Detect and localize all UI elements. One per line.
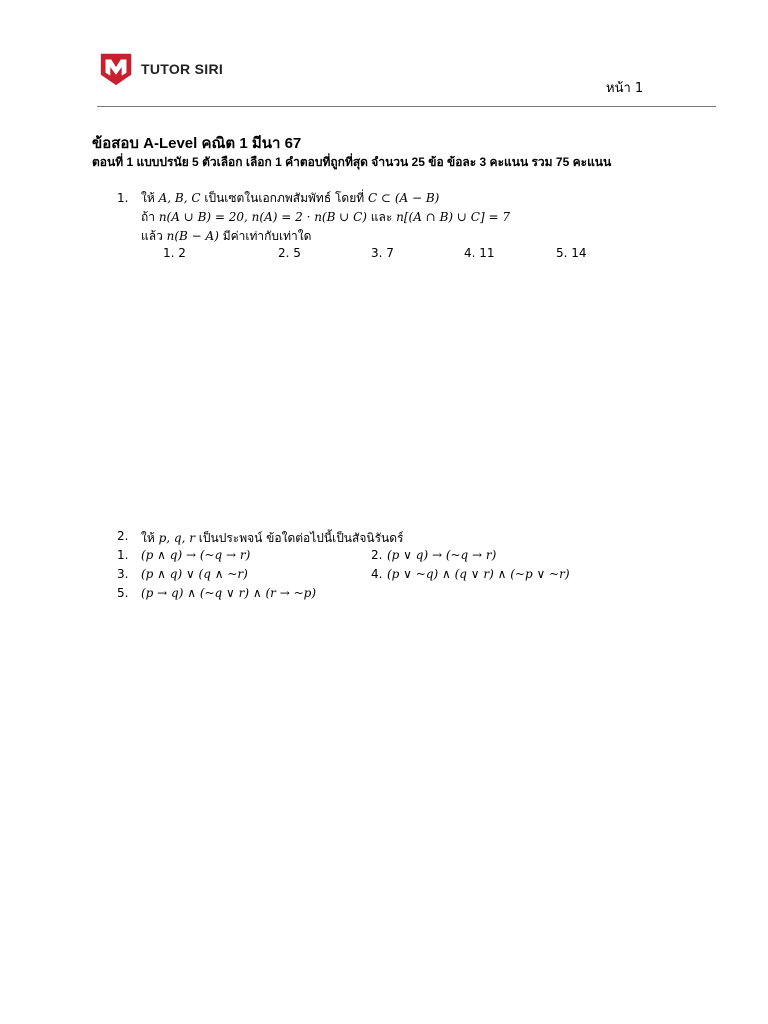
page-number: หน้า 1 [606,81,644,96]
q2-choice-5-label: 5. [117,586,129,600]
q1-math: n(A ∪ B) = 20, n(A) = 2 · n(B ∪ C) [155,210,371,224]
q1-text: ให้ [141,191,155,205]
q1-math: n(B − A) [162,229,223,243]
question-2-stem [141,529,403,548]
q1-choice-3: 3. 7 [371,246,394,260]
q1-text: และ [370,210,393,224]
q2-choice-4-label: 4. [371,567,383,581]
q2-choice-1-expr: (p ∧ q) → (~q → r) [141,548,251,562]
q2-text: ให้ [141,531,155,545]
q1-choice-2: 2. 5 [278,246,301,260]
question-1-line-3 [141,227,311,246]
q1-text: มีค่าเท่ากับเท่าใด [222,229,312,243]
q2-text: เป็นประพจน์ ข้อใดต่อไปนี้เป็นสัจนิรันดร์ [198,531,404,545]
q2-choice-4-expr: (p ∨ ~q) ∧ (q ∨ r) ∧ (~p ∨ ~r) [387,567,570,581]
question-1 [117,189,677,269]
q1-math: C ⊂ (A − B) [364,191,440,205]
question-2-number: 2. [117,529,129,543]
q2-choice-2-label: 2. [371,548,383,562]
q1-math: A, B, C [154,191,205,205]
brand-name: TUTOR SIRI [141,61,224,77]
q2-choice-3-expr: (p ∧ q) ∨ (q ∧ ~r) [141,567,248,581]
q1-math: n[(A ∩ B) ∪ C] = 7 [392,210,510,224]
exam-title: ข้อสอบ A-Level คณิต 1 มีนา 67 [92,135,302,152]
q2-math: p, q, r [154,531,199,545]
brand-logo [97,50,223,88]
q2-choice-3-label: 3. [117,567,129,581]
header-divider [97,106,716,107]
tutor-siri-logo-icon [97,50,135,88]
q1-choice-4: 4. 11 [464,246,495,260]
exam-instructions: ตอนที่ 1 แบบปรนัย 5 ตัวเลือก เลือก 1 คำตอบที่ถูกที่สุด จำนวน 25 ข้อ ข้อละ 3 คะแนน รวม 75 คะแนน [92,155,612,169]
question-1-line-2 [141,208,510,227]
q2-choice-2-expr: (p ∨ q) → (~q → r) [387,548,497,562]
q1-text: เป็นเซตในเอกภพสัมพัทธ์ โดยที่ [204,191,365,205]
q2-choice-5-expr: (p → q) ∧ (~q ∨ r) ∧ (r → ~p) [141,586,317,600]
q1-text: แล้ว [141,229,163,243]
question-number: 1. [117,191,129,205]
question-1-line-1 [141,189,439,208]
q2-choice-1-label: 1. [117,548,129,562]
q1-text: ถ้า [141,210,156,224]
q1-choice-1: 1. 2 [163,246,186,260]
q1-choice-5: 5. 14 [556,246,587,260]
